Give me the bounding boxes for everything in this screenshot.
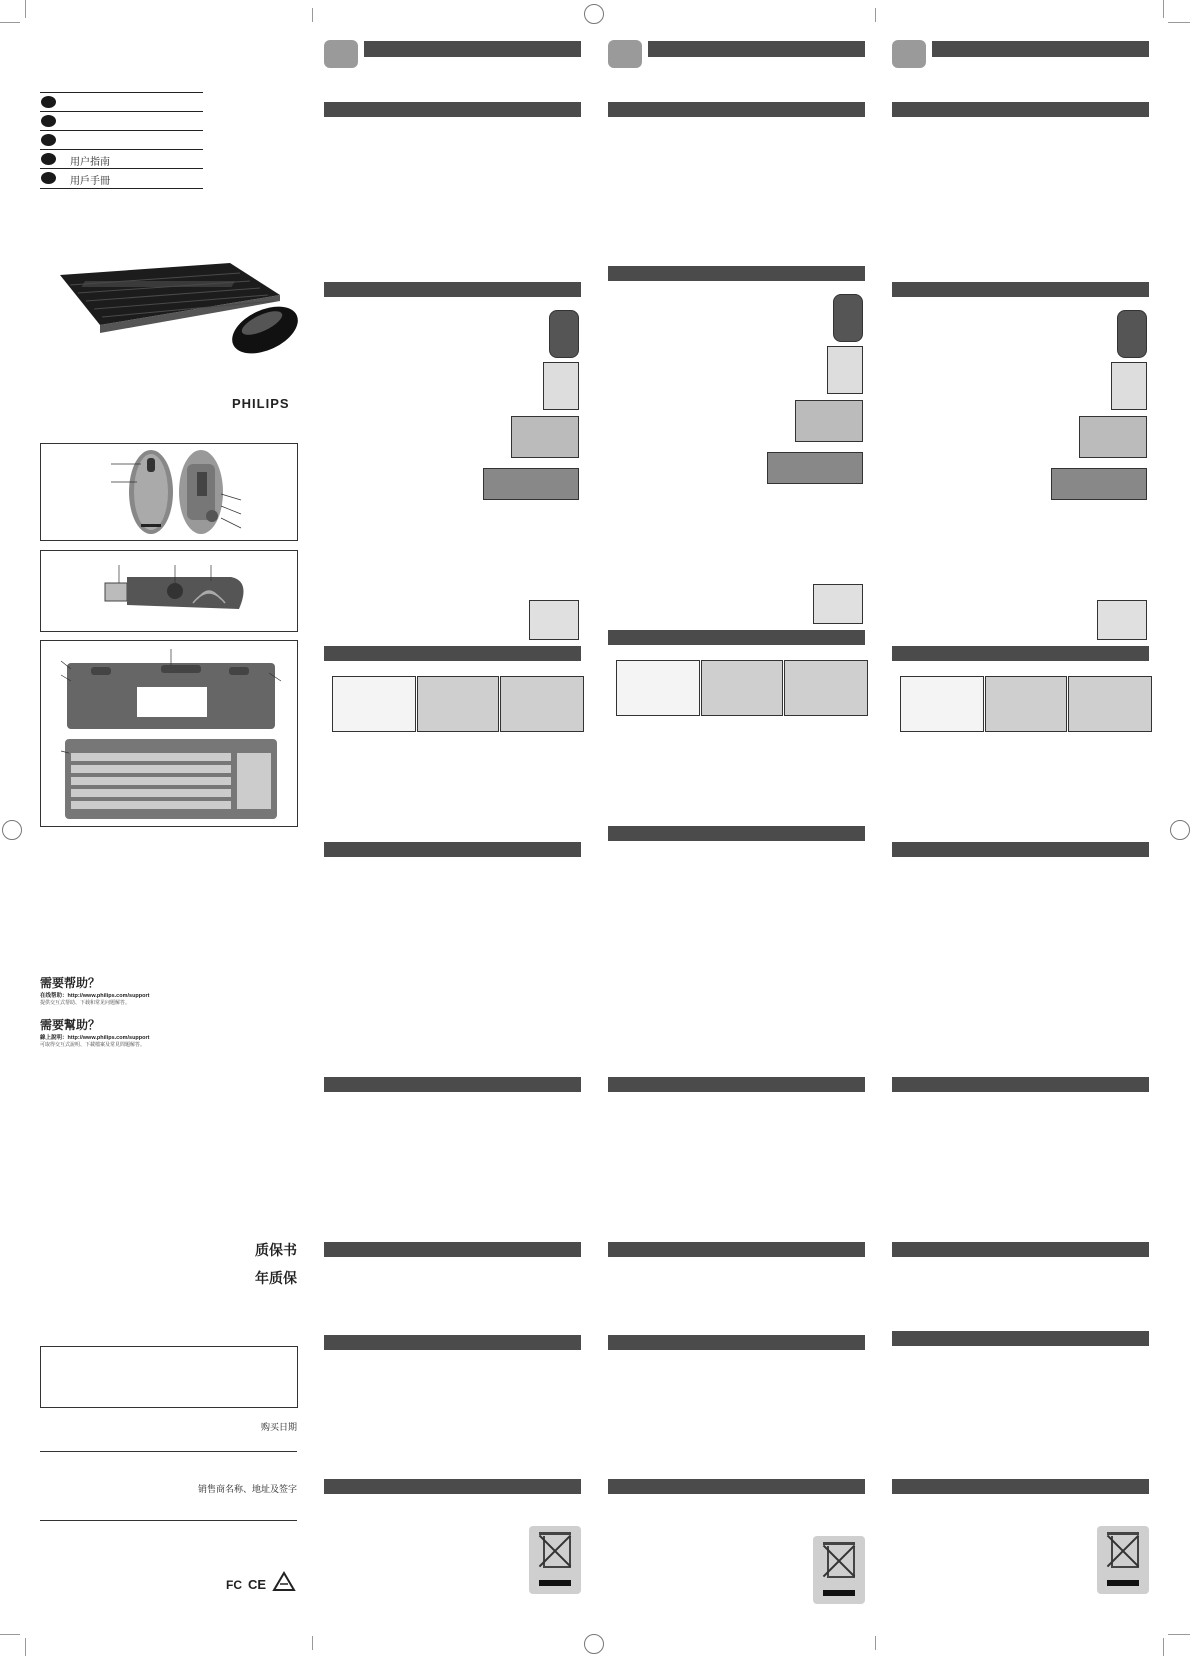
weee-bin-part [1107, 1580, 1139, 1586]
language-badge-icon [41, 115, 56, 127]
language-tab [324, 40, 358, 68]
language-item [40, 130, 203, 150]
pairing-step-photo [701, 660, 783, 716]
crop-mark [1168, 22, 1190, 23]
section-heading-bar [608, 1242, 865, 1257]
section-heading-bar [892, 1242, 1149, 1257]
computer-illustration [1111, 362, 1147, 410]
section-heading-bar [892, 1077, 1149, 1092]
language-badge-icon [41, 153, 56, 165]
warranty-years: 年质保 [255, 1270, 297, 1286]
crop-mark [1168, 1634, 1190, 1635]
computer-illustration [827, 346, 863, 394]
crop-mark [25, 0, 26, 18]
column-header-bar [932, 41, 1149, 57]
section-heading-bar [608, 1479, 865, 1494]
crop-mark [1163, 1638, 1164, 1656]
usb-plug-illustration [1097, 600, 1147, 640]
language-badge-icon [41, 134, 56, 146]
crop-mark [0, 1634, 20, 1635]
section-heading-bar [324, 842, 581, 857]
weee-bin-part [823, 1590, 855, 1596]
product-photo [40, 255, 300, 365]
pairing-step-photo [784, 660, 868, 716]
ce-mark: CE [248, 1577, 267, 1592]
weee-bin-icon [1097, 1526, 1149, 1594]
weee-bin-part [823, 1542, 855, 1545]
section-heading-bar [324, 1479, 581, 1494]
purchase-date-label: 购买日期 [260, 1422, 297, 1432]
crop-mark [312, 1636, 313, 1650]
language-item: 用戶手冊 [40, 168, 203, 189]
weee-bin-part [539, 1532, 571, 1535]
support-link[interactable]: 在线帮助：http://www.philips.com/support [40, 993, 150, 999]
usb-plug-illustration [813, 584, 863, 624]
column-header-bar [648, 41, 865, 57]
section-heading-bar [324, 1077, 581, 1092]
mouse-diagram-frame [40, 443, 298, 541]
divider [40, 1451, 297, 1452]
mouse-diagram [41, 444, 297, 540]
crop-mark [0, 22, 20, 23]
brand-logo: PHILIPS [232, 396, 290, 411]
section-heading-bar [324, 646, 581, 661]
computer-illustration [543, 362, 579, 410]
mouse-illustration [833, 294, 863, 342]
divider [40, 1520, 297, 1521]
section-heading-bar [892, 282, 1149, 297]
section-heading-bar [892, 102, 1149, 117]
registration-mark-icon [1170, 820, 1190, 840]
section-heading-bar [892, 1479, 1149, 1494]
section-heading-bar [608, 826, 865, 841]
receiver-diagram-frame [40, 550, 298, 632]
section-heading-bar [608, 630, 865, 645]
mouse-illustration [1117, 310, 1147, 358]
section-heading-bar [608, 266, 865, 281]
fcc-mark: FC [226, 1578, 242, 1592]
weee-bin-icon [529, 1526, 581, 1594]
pairing-step-photo [500, 676, 584, 732]
weee-bin-part [1107, 1532, 1139, 1535]
dealer-label: 销售商名称、地址及签字 [197, 1484, 297, 1494]
battery-slot-illustration [1051, 468, 1147, 500]
recycle-icon [270, 1570, 298, 1598]
section-heading-bar [608, 1077, 865, 1092]
registration-mark-icon [2, 820, 22, 840]
pairing-step-photo [985, 676, 1067, 732]
column-header-bar [364, 41, 581, 57]
language-tab [608, 40, 642, 68]
battery-slot-illustration [767, 452, 863, 484]
help-traditional: 需要幫助？ 線上說明：http://www.philips.com/support 可取得交互式說明、下載檔案及常見問題解答。 [40, 1018, 150, 1048]
pairing-step-photo [616, 660, 700, 716]
registration-mark-icon [584, 1634, 604, 1654]
language-badge-icon [41, 96, 56, 108]
language-item [40, 111, 203, 131]
section-heading-bar [324, 1335, 581, 1350]
section-heading-bar [892, 646, 1149, 661]
pairing-step-photo [417, 676, 499, 732]
section-heading-bar [892, 842, 1149, 857]
section-heading-bar [608, 102, 865, 117]
warranty-title: 质保书 [255, 1242, 297, 1258]
warranty-box [40, 1346, 298, 1408]
section-heading-bar [892, 1331, 1149, 1346]
keyboard-diagram [41, 641, 297, 826]
section-heading-bar [324, 102, 581, 117]
weee-bin-icon [813, 1536, 865, 1604]
section-heading-bar [324, 1242, 581, 1257]
mouse-illustration [549, 310, 579, 358]
pairing-step-photo [900, 676, 984, 732]
language-item [40, 92, 203, 112]
section-heading-bar [608, 1335, 865, 1350]
language-badge-icon [41, 172, 56, 184]
pairing-step-photo [332, 676, 416, 732]
crop-mark [1163, 0, 1164, 18]
crop-mark [875, 8, 876, 22]
battery-illustration [1079, 416, 1147, 458]
crop-mark [875, 1636, 876, 1650]
support-link[interactable]: 線上說明：http://www.philips.com/support [40, 1035, 150, 1041]
help-simplified: 需要帮助？ 在线帮助：http://www.philips.com/support 提供交互式帮助、下载和常见问题解答。 [40, 976, 150, 1006]
battery-slot-illustration [483, 468, 579, 500]
pairing-step-photo [1068, 676, 1152, 732]
weee-bin-part [539, 1580, 571, 1586]
crop-mark [25, 1638, 26, 1656]
usb-plug-illustration [529, 600, 579, 640]
crop-mark [312, 8, 313, 22]
battery-illustration [511, 416, 579, 458]
receiver-diagram [41, 551, 297, 631]
language-tab [892, 40, 926, 68]
registration-mark-icon [584, 4, 604, 24]
section-heading-bar [324, 282, 581, 297]
keyboard-diagram-frame [40, 640, 298, 827]
battery-illustration [795, 400, 863, 442]
language-item: 用户指南 [40, 149, 203, 169]
